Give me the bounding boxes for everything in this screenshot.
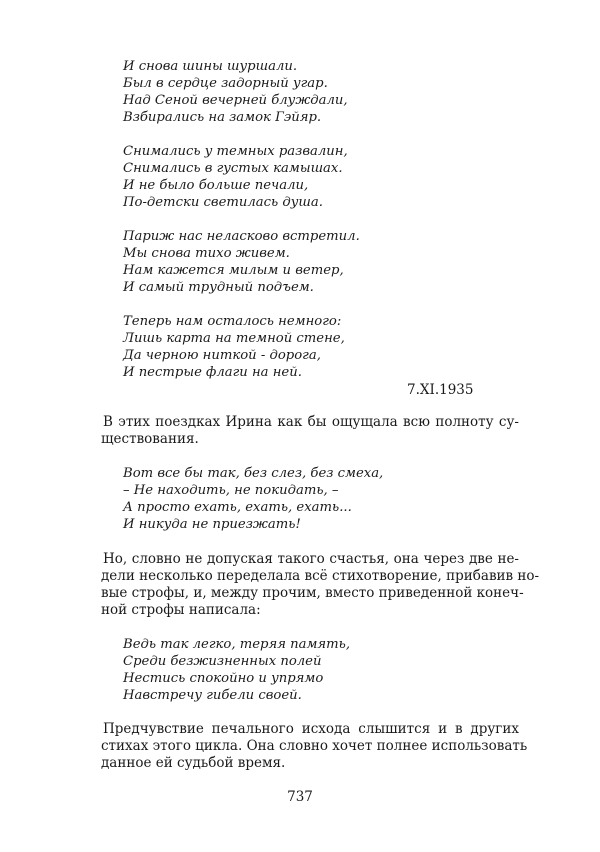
page-number: 737 — [287, 789, 313, 805]
verse-line: И снова шины шуршали. — [123, 59, 298, 74]
paragraph-line: дели несколько переделала всё стихотворение, прибавив но- — [101, 568, 540, 584]
verse-line: Нестись спокойно и упрямо — [123, 671, 324, 686]
verse-line: По-детски светилась душа. — [123, 195, 323, 210]
paragraph-line: стихах этого цикла. Она словно хочет полнее использовать — [101, 738, 528, 754]
verse-line: Был в сердце задорный угар. — [123, 76, 328, 91]
verse-line: Мы снова тихо живем. — [123, 246, 290, 261]
verse-line: А просто ехать, ехать, ехать... — [123, 500, 352, 515]
verse-line: Снимались в густых камышах. — [123, 161, 343, 176]
paragraph-line: вые строфы, и, между прочим, вместо приведенной конеч- — [101, 585, 524, 601]
verse-line: Нам кажется милым и ветер, — [123, 263, 344, 278]
verse-line: Лишь карта на темной стене, — [123, 331, 345, 346]
paragraph-line: В этих поездках Ирина как бы ощущала всю полноту су- — [103, 414, 519, 430]
paragraph-line: Предчувствие печального исхода слышится и в других — [103, 721, 519, 737]
verse-line: Да черною ниткой - дорога, — [123, 348, 321, 363]
verse-line: Вот все бы так, без слез, без смеха, — [123, 466, 384, 481]
verse-line: Навстречу гибели своей. — [123, 688, 302, 703]
paragraph-line: Но, словно не допуская такого счастья, она через две не- — [103, 551, 519, 567]
verse-line: Теперь нам осталось немного: — [123, 314, 342, 329]
verse-line: – Не находить, не покидать, – — [123, 483, 339, 498]
verse-line: Ведь так легко, теряя память, — [123, 637, 351, 652]
verse-line: И никуда не приезжать! — [123, 517, 301, 532]
verse-line: И самый трудный подъем. — [123, 280, 314, 295]
paragraph-line: данное ей судьбой время. — [101, 755, 286, 771]
verse-line: И не было больше печали, — [123, 178, 309, 193]
verse-line: И пестрые флаги на ней. — [123, 365, 302, 380]
poem-date: 7.XI.1935 — [407, 382, 474, 398]
verse-line: Снимались у темных развалин, — [123, 144, 348, 159]
paragraph-line: ществования. — [101, 431, 199, 447]
verse-line: Над Сеной вечерней блуждали, — [123, 93, 348, 108]
verse-line: Среди безжизненных полей — [123, 654, 322, 669]
verse-line: Взбирались на замок Гэйяр. — [123, 110, 322, 125]
verse-line: Париж нас неласково встретил. — [123, 229, 360, 244]
paragraph-line: ной строфы написала: — [101, 602, 261, 618]
